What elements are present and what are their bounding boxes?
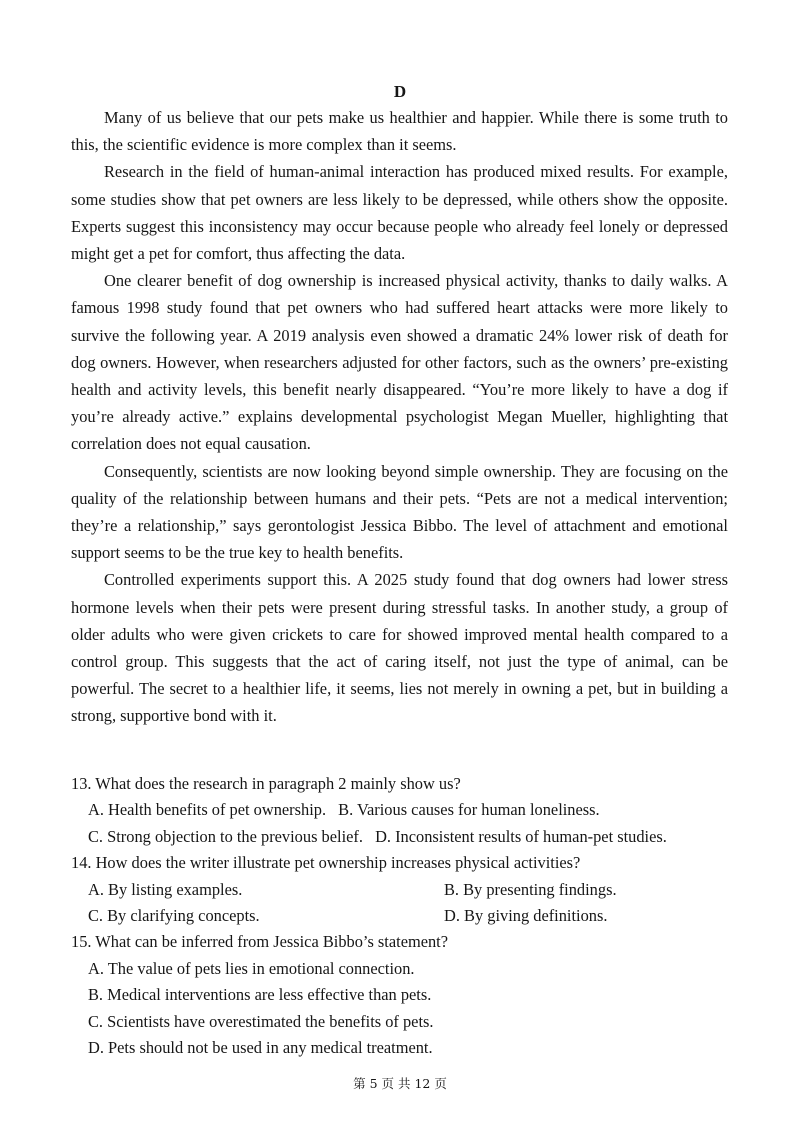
option-b: B. Medical interventions are less effective than pets. xyxy=(88,985,432,1005)
paragraph-5: Controlled experiments support this. A 2025 study found that dog owners had lower stress hormone levels when their pets were present during stressful tasks. In another study, a group of older adults who were given crickets to care for showed improved mental health compared to a control group. This suggests that the act of caring itself, not just the type of animal, can be powerful. The secret to a healthier life, it seems, lies not merely in owning a pet, but in building a strong, supportive bond with it. xyxy=(71,570,728,726)
option-d: D. Pets should not be used in any medical treatment. xyxy=(88,1038,433,1058)
question-13 xyxy=(71,771,741,850)
option-row xyxy=(71,877,741,903)
paragraph-1: Many of us believe that our pets make us healthier and happier. While there is some truth to this, the scientific evidence is more complex than it seems. xyxy=(71,108,728,155)
question-stem: 15. What can be inferred from Jessica Bibbo’s statement? xyxy=(71,932,449,952)
option-c: C. By clarifying concepts. xyxy=(88,906,260,926)
option-row xyxy=(71,824,741,850)
option-b: B. By presenting findings. xyxy=(444,879,617,899)
paragraph-2: Research in the field of human-animal interaction has produced mixed results. For example, some studies show that pet owners are less likely to be depressed, while others show the opposite. Experts suggest this inconsistency may occur because people who already feel lonely or depressed might get a pet for comfort, thus affecting the data. xyxy=(71,162,728,264)
option-row xyxy=(71,797,741,823)
reading-passage xyxy=(71,104,728,730)
option-a: A. The value of pets lies in emotional connection. xyxy=(88,958,415,978)
question-stem: 14. How does the writer illustrate pet ownership increases physical activities? xyxy=(71,853,581,873)
option-row xyxy=(71,903,741,929)
question-list xyxy=(71,771,741,1061)
section-heading: D xyxy=(393,82,407,101)
option-b: B. Various causes for human loneliness. xyxy=(338,800,600,820)
option-d: D. By giving definitions. xyxy=(444,906,608,926)
option-a: A. Health benefits of pet ownership. xyxy=(88,800,327,820)
question-14 xyxy=(71,850,741,929)
paragraph-3: One clearer benefit of dog ownership is increased physical activity, thanks to daily walks. A famous 1998 study found that pet owners who had suffered heart attacks were more likely to survive the following year. A 2019 analysis even showed a dramatic 24% lower risk of death for dog owners. However, when researchers adjusted for other factors, such as the owners’ pre-existing health and activity levels, this benefit nearly disappeared. “You’re more likely to have a dog if you’re already active.” explains developmental psychologist Megan Mueller, highlighting that correlation does not equal causation. xyxy=(71,271,728,454)
option-d: D. Inconsistent results of human-pet studies. xyxy=(375,826,667,846)
page-number-footer: 第 5 页 共 12 页 xyxy=(353,1076,447,1091)
option-c: C. Scientists have overestimated the benefits of pets. xyxy=(88,1011,434,1031)
option-c: C. Strong objection to the previous belief. xyxy=(88,826,363,846)
paragraph-4: Consequently, scientists are now looking beyond simple ownership. They are focusing on the quality of the relationship between humans and their pets. “Pets are not a medical intervention; they’re a relationship,” says gerontologist Jessica Bibbo. The level of attachment and emotional support seems to be the true key to health benefits. xyxy=(71,461,728,563)
option-a: A. By listing examples. xyxy=(88,879,243,899)
question-15 xyxy=(71,929,741,1061)
question-stem: 13. What does the research in paragraph 2 mainly show us? xyxy=(71,774,461,793)
